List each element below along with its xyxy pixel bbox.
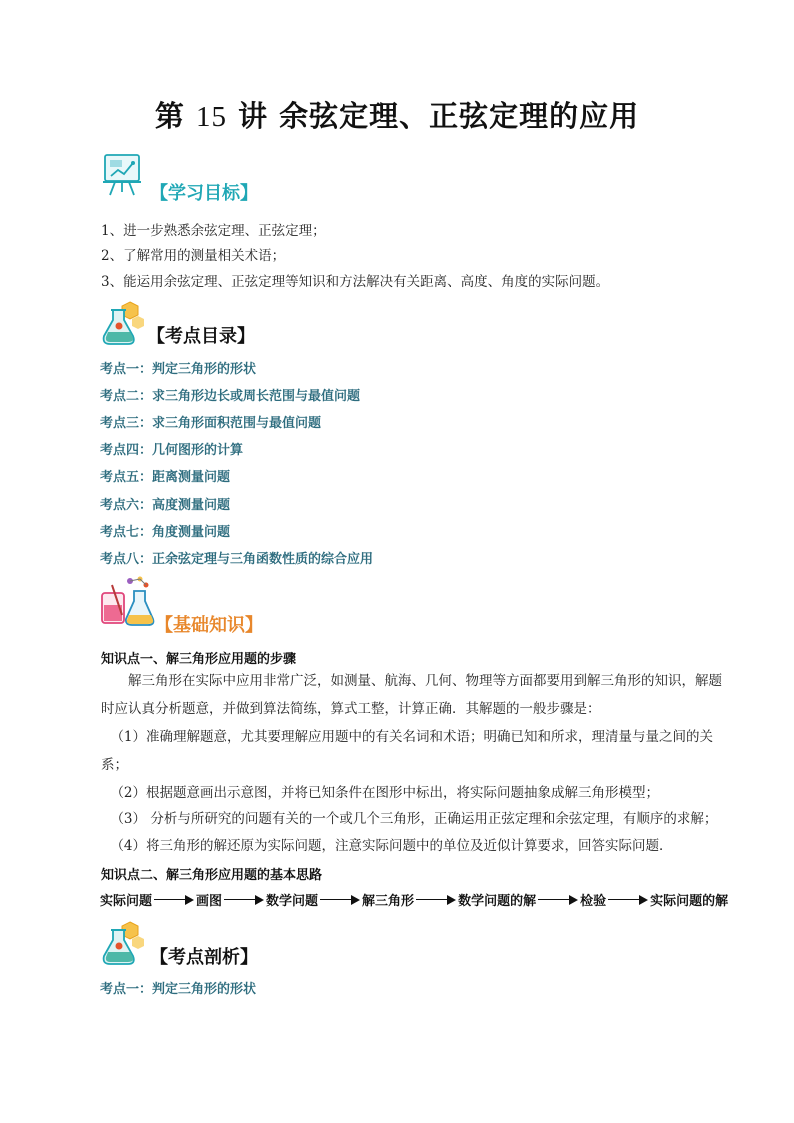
catalog-heading: 【考点目录】: [147, 326, 255, 347]
goal-item: 2、了解常用的测量相关术语；: [101, 248, 286, 264]
flow-step: 画图: [196, 894, 223, 909]
flask-icon: [100, 920, 148, 968]
analysis-heading: 【考点剖析】: [150, 947, 258, 968]
lab-beakers-icon: [100, 575, 156, 627]
arrow-right-icon: [224, 895, 264, 905]
page-title: 第 15 讲 余弦定理、正弦定理的应用: [154, 99, 640, 133]
step-paragraph: （2）根据题意画出示意图，并将已知条件在图形中标出，将实际问题抽象成解三角形模型；: [110, 785, 660, 801]
flow-step: 解三角形: [362, 894, 415, 909]
arrow-right-icon: [608, 895, 648, 905]
goal-item: 1、进一步熟悉余弦定理、正弦定理；: [101, 223, 326, 239]
knowledge-point-title: 知识点二、解三角形应用题的基本思路: [101, 868, 323, 883]
flow-step: 数学问题的解: [458, 894, 537, 909]
step-paragraph: （4）将三角形的解还原为实际问题，注意实际问题中的单位及近似计算要求，回答实际问题．: [110, 838, 673, 854]
flow-step: 数学问题: [266, 894, 319, 909]
catalog-item[interactable]: 考点五：距离测量问题: [100, 470, 231, 485]
solution-flow: [100, 890, 728, 909]
arrow-right-icon: [154, 895, 194, 905]
catalog-item[interactable]: 考点七：角度测量问题: [100, 525, 231, 540]
catalog-item[interactable]: 考点三：求三角形面积范围与最值问题: [100, 416, 322, 431]
step-paragraph: （3） 分析与所研究的问题有关的一个或几个三角形，正确运用正弦定理和余弦定理，有顺序的求解；: [110, 811, 718, 827]
goals-heading: 【学习目标】: [150, 183, 258, 204]
catalog-item[interactable]: 考点八：正余弦定理与三角函数性质的综合应用: [100, 552, 374, 567]
presentation-board-icon: [101, 152, 147, 198]
catalog-item[interactable]: 考点一：判定三角形的形状: [100, 362, 257, 377]
catalog-item[interactable]: 考点四：几何图形的计算: [100, 443, 244, 458]
catalog-item[interactable]: 考点二：求三角形边长或周长范围与最值问题: [100, 389, 361, 404]
flow-step: 实际问题的解: [650, 894, 729, 909]
flask-icon: [100, 300, 148, 348]
goal-item: 3、能运用余弦定理、正弦定理等知识和方法解决有关距离、高度、角度的实际问题。: [101, 274, 610, 290]
intro-paragraph: 解三角形在实际中应用非常广泛，如测量、航海、几何、物理等方面都要用到解三角形的知识，解题时应认真分析题意，并做到算法简练，算式工整，计算正确．其解题的一般步骤是：: [101, 673, 722, 717]
analysis-first-point: 考点一：判定三角形的形状: [100, 982, 257, 997]
step-paragraph: （1）准确理解题意，尤其要理解应用题中的有关名词和术语；明确已知和所求，理清量与量之间的关系；: [101, 729, 714, 773]
knowledge-point-title: 知识点一、解三角形应用题的步骤: [101, 652, 297, 667]
flow-step: 实际问题: [100, 894, 153, 909]
basics-heading: 【基础知识】: [155, 615, 263, 636]
catalog-item[interactable]: 考点六：高度测量问题: [100, 498, 231, 513]
arrow-right-icon: [416, 895, 456, 905]
arrow-right-icon: [538, 895, 578, 905]
arrow-right-icon: [320, 895, 360, 905]
flow-step: 检验: [580, 894, 607, 909]
